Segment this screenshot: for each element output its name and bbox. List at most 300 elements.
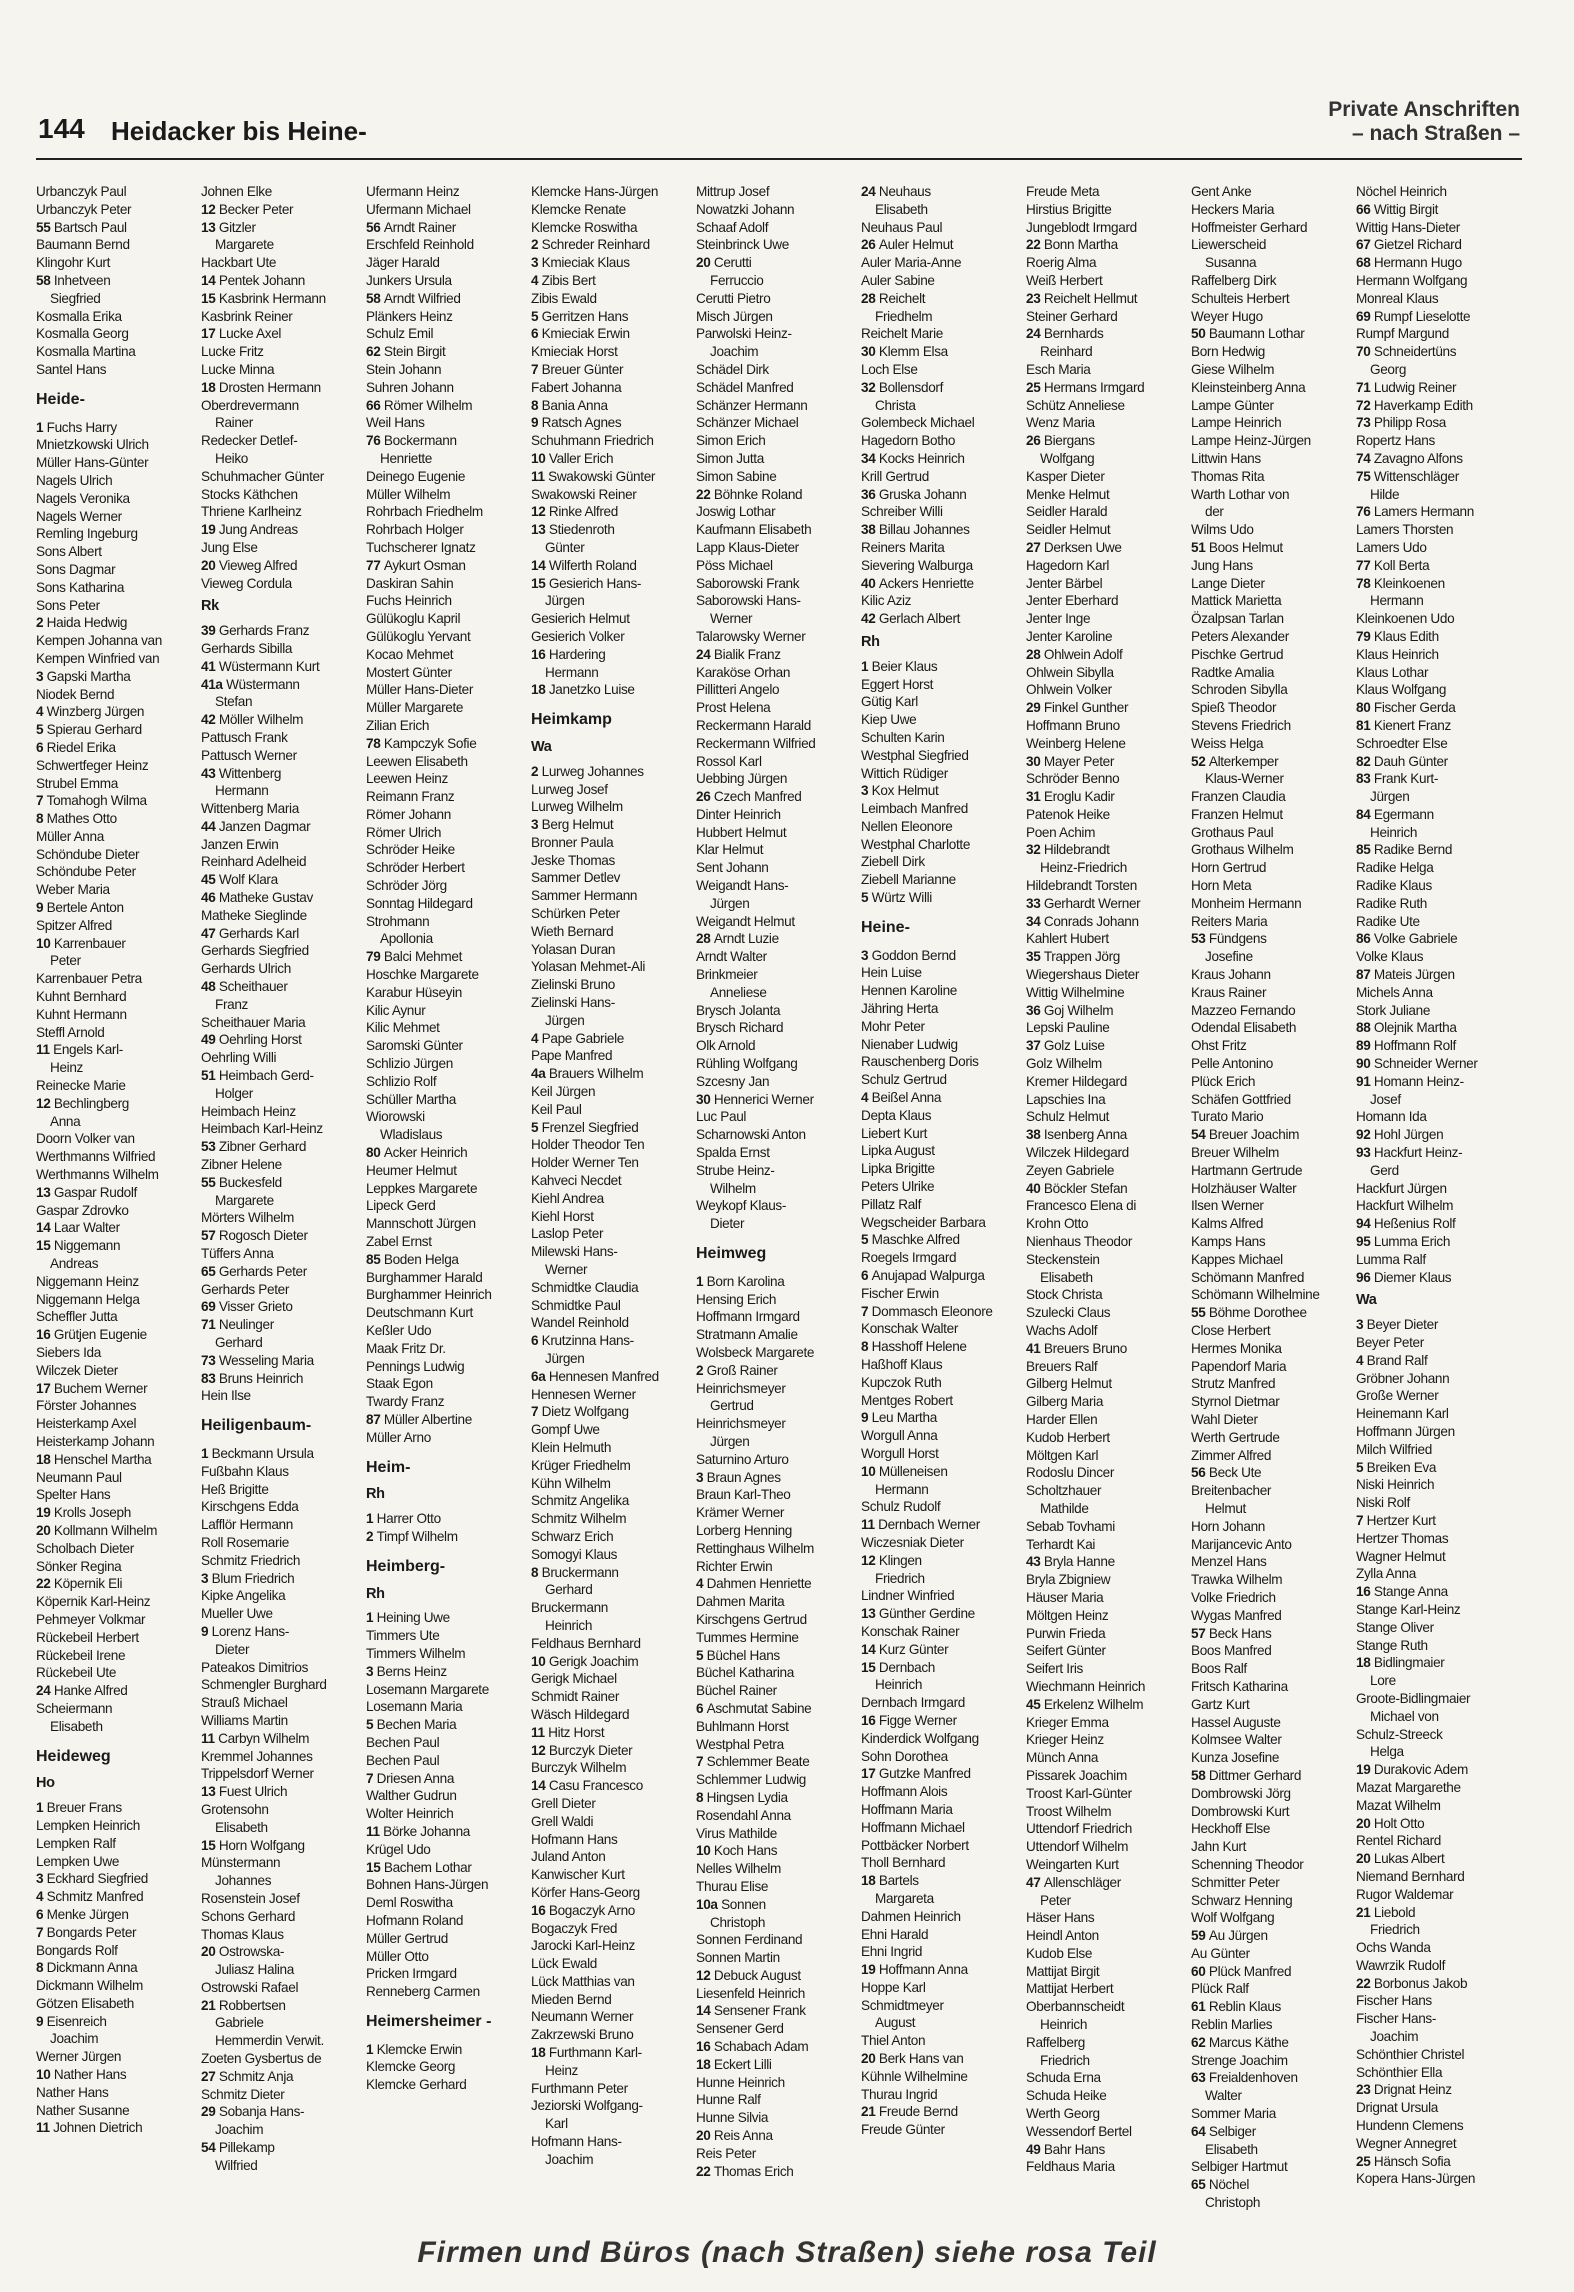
- house-number: 36: [861, 486, 879, 502]
- street-heading: Heine-: [861, 918, 910, 936]
- resident-entry: [366, 219, 528, 237]
- entry-continuation: Georg: [1370, 361, 1407, 377]
- resident-entry: [36, 1504, 198, 1522]
- resident-entry: Doorn Volker van: [36, 1131, 135, 1147]
- page-title: Heidacker bis Heine-: [111, 116, 367, 146]
- resident-entry: Hackfurt Wilhelm: [1356, 1198, 1454, 1214]
- resident-entry: [696, 1647, 858, 1665]
- resident-entry: [861, 450, 1023, 468]
- resident-entry: Krieger Heinz: [1026, 1732, 1104, 1748]
- resident-entry: Jenter Bärbel: [1026, 575, 1103, 591]
- resident-name: Bialik Franz: [713, 646, 781, 662]
- house-number: 6: [696, 1700, 707, 1716]
- resident-entry: Hoffmann Irmgard: [696, 1309, 800, 1325]
- resident-entry: [531, 681, 693, 699]
- house-number: 28: [696, 931, 714, 947]
- resident-entry: Franzen Claudia: [1191, 789, 1286, 805]
- entry-continuation: Siegfried: [50, 290, 101, 306]
- resident-entry: [36, 1906, 198, 1924]
- resident-entry: Nagels Veronika: [36, 490, 130, 506]
- resident-entry: [696, 646, 858, 664]
- entry-continuation: Susanna: [1205, 255, 1257, 271]
- resident-entry: [1356, 1850, 1518, 1868]
- house-number: 11: [531, 1724, 549, 1740]
- resident-name: Wüstermann: [226, 676, 300, 692]
- resident-entry: [531, 646, 693, 664]
- entry-continuation: Wilfried: [215, 2157, 258, 2173]
- resident-name: Heining Uwe: [376, 1610, 450, 1626]
- resident-name: Koch Hans: [713, 1843, 778, 1859]
- resident-name: Ratsch Agnes: [541, 415, 622, 431]
- house-number: 13: [861, 1606, 879, 1622]
- resident-entry: Michels Anna: [1356, 984, 1433, 1000]
- resident-entry: [1026, 379, 1188, 397]
- resident-entry: [1356, 966, 1518, 984]
- resident-name: Henschel Martha: [53, 1451, 152, 1467]
- resident-entry: Schmitz Friedrich: [201, 1552, 301, 1568]
- resident-entry: [36, 703, 198, 721]
- resident-name: Burczyk Dieter: [548, 1742, 633, 1758]
- resident-entry: [1026, 2141, 1188, 2159]
- house-number: 44: [201, 818, 219, 834]
- resident-name: Riedel Erika: [46, 739, 116, 755]
- resident-entry: Lurweg Wilhelm: [531, 799, 623, 815]
- resident-entry: Schroden Sibylla: [1191, 682, 1288, 698]
- resident-entry: [861, 1961, 1023, 1979]
- resident-entry: [366, 557, 528, 575]
- resident-entry: Heinrichsmeyer: [696, 1380, 786, 1396]
- resident-entry: Heckers Maria: [1191, 201, 1275, 217]
- resident-entry: Heimbach Karl-Heinz: [201, 1121, 323, 1137]
- resident-entry: [201, 2068, 363, 2086]
- resident-entry: Feldhaus Maria: [1026, 2159, 1115, 2175]
- house-number: 4: [1356, 1352, 1367, 1368]
- resident-entry: Simon Erich: [696, 433, 766, 449]
- resident-entry: Menzel Hans: [1191, 1554, 1267, 1570]
- resident-entry: Kudob Herbert: [1026, 1429, 1110, 1445]
- house-number: 18: [201, 379, 219, 395]
- house-number: 93: [1356, 1145, 1374, 1161]
- resident-name: Bachem Lothar: [383, 1859, 472, 1875]
- resident-entry: Wandel Reinhold: [531, 1315, 629, 1331]
- resident-entry: [696, 254, 858, 272]
- resident-entry: Junkers Ursula: [366, 272, 452, 288]
- entry-continuation: Friedrich: [1040, 2052, 1090, 2068]
- resident-entry: Hunne Silvia: [696, 2110, 769, 2126]
- house-number: 5: [531, 1119, 542, 1135]
- house-number: 7: [36, 793, 47, 809]
- resident-entry: [531, 1564, 693, 1582]
- house-number: 78: [1356, 575, 1374, 591]
- resident-name: Kocks Heinrich: [878, 450, 965, 466]
- resident-entry: Kühn Wilhelm: [531, 1475, 611, 1491]
- resident-entry: Patenok Heike: [1026, 806, 1110, 822]
- entry-continuation: Heinrich: [1370, 824, 1418, 840]
- resident-entry: Klein Helmuth: [531, 1439, 612, 1455]
- house-number: 26: [1026, 433, 1044, 449]
- resident-entry: Kiehl Horst: [531, 1208, 594, 1224]
- resident-entry: Schwertfeger Heinz: [36, 757, 149, 773]
- resident-entry: [1356, 414, 1518, 432]
- resident-entry: Krüger Friedhelm: [531, 1457, 631, 1473]
- house-number: 52: [1191, 753, 1209, 769]
- house-number: 3: [201, 1570, 212, 1586]
- resident-entry: Virus Mathilde: [696, 1825, 777, 1841]
- house-number: 9: [201, 1623, 212, 1639]
- resident-entry: Schänzer Michael: [696, 415, 799, 431]
- resident-entry: [531, 1902, 693, 1920]
- resident-entry: Scholtzhauer: [1026, 1483, 1102, 1499]
- resident-entry: [36, 1326, 198, 1344]
- resident-entry: [1356, 1144, 1518, 1162]
- resident-entry: Schädel Manfred: [696, 379, 794, 395]
- resident-entry: [201, 1570, 363, 1588]
- entry-continuation: der: [1205, 504, 1224, 520]
- resident-entry: Wittenberg Maria: [201, 801, 299, 817]
- resident-entry: Milewski Hans-: [531, 1244, 618, 1260]
- resident-entry: [1356, 450, 1518, 468]
- resident-entry: [531, 1119, 693, 1137]
- resident-name: Gaspar Rudolf: [53, 1184, 137, 1200]
- resident-name: Zibis Bert: [541, 272, 596, 288]
- resident-entry: Kempen Winfried van: [36, 650, 160, 666]
- resident-entry: Fischer Hans: [1356, 1993, 1432, 2009]
- resident-entry: Joswig Lothar: [696, 504, 776, 520]
- resident-entry: Monreal Klaus: [1356, 290, 1439, 306]
- resident-entry: Ehni Ingrid: [861, 1944, 923, 1960]
- resident-entry: [1356, 557, 1518, 575]
- resident-entry: [201, 1227, 363, 1245]
- house-number: 89: [1356, 1038, 1374, 1054]
- resident-entry: Körfer Hans-Georg: [531, 1884, 640, 1900]
- house-number: 79: [1356, 628, 1374, 644]
- entry-continuation: Helga: [1370, 1744, 1404, 1760]
- house-number: 65: [1191, 2177, 1209, 2193]
- house-number: 5: [861, 890, 872, 906]
- resident-entry: [201, 1783, 363, 1801]
- resident-entry: [201, 1370, 363, 1388]
- resident-entry: Gülükoglu Kapril: [366, 611, 461, 627]
- resident-name: Baumann Lothar: [1208, 326, 1305, 342]
- house-number: 15: [531, 575, 549, 591]
- resident-name: Maschke Alfred: [871, 1232, 960, 1248]
- house-number: 14: [531, 557, 549, 573]
- house-number: 20: [861, 2051, 879, 2067]
- resident-entry: [201, 1031, 363, 1049]
- resident-name: Holt Otto: [1373, 1815, 1425, 1831]
- resident-entry: Lipka Brigitte: [861, 1161, 935, 1177]
- resident-entry: [201, 1067, 363, 1085]
- house-number: 57: [201, 1228, 219, 1244]
- resident-entry: [531, 468, 693, 486]
- resident-entry: Hackfurt Jürgen: [1356, 1180, 1447, 1196]
- entry-continuation: Klaus-Werner: [1205, 771, 1284, 787]
- resident-name: Beck Ute: [1208, 1465, 1262, 1481]
- resident-entry: Mazat Wilhelm: [1356, 1797, 1441, 1813]
- resident-entry: Terhardt Kai: [1026, 1536, 1096, 1552]
- entry-continuation: Gerhard: [215, 1335, 263, 1350]
- resident-entry: [1191, 930, 1353, 948]
- entry-continuation: Joachim: [1370, 2029, 1419, 2045]
- resident-entry: Kudob Else: [1026, 1945, 1093, 1961]
- resident-entry: Jenter Karoline: [1026, 628, 1113, 644]
- resident-entry: [36, 614, 198, 632]
- resident-entry: Sent Johann: [696, 860, 769, 876]
- resident-name: Rogosch Dieter: [218, 1228, 308, 1244]
- resident-entry: Grell Waldi: [531, 1813, 594, 1829]
- resident-entry: Kosmalla Erika: [36, 308, 122, 324]
- entry-continuation: Hermann: [215, 783, 269, 799]
- resident-entry: Hartmann Gertrude: [1191, 1162, 1303, 1178]
- resident-entry: Schröder Jörg: [366, 878, 447, 894]
- resident-entry: Wegscheider Barbara: [861, 1214, 986, 1230]
- house-number: 50: [1191, 326, 1209, 342]
- resident-entry: Mittrup Josef: [696, 184, 770, 199]
- resident-entry: Kopera Hans-Jürgen: [1356, 2171, 1476, 2187]
- resident-entry: Szulecki Claus: [1026, 1305, 1111, 1321]
- resident-name: Bogaczyk Arno: [548, 1902, 635, 1918]
- resident-entry: Kanwischer Kurt: [531, 1867, 625, 1883]
- house-number: 26: [861, 237, 879, 253]
- resident-entry: [1356, 1761, 1518, 1779]
- house-number: 40: [861, 575, 879, 591]
- house-number: 13: [531, 522, 549, 538]
- resident-entry: Schürken Peter: [531, 906, 620, 922]
- house-number: 7: [1356, 1512, 1367, 1528]
- resident-entry: [861, 290, 1023, 308]
- house-number: 5: [531, 308, 542, 324]
- resident-entry: [1191, 753, 1353, 771]
- resident-entry: Odendal Elisabeth: [1191, 1020, 1297, 1036]
- resident-entry: Worgull Anna: [861, 1428, 938, 1444]
- entry-continuation: Juliasz Halina: [215, 1962, 294, 1978]
- resident-entry: [1356, 1583, 1518, 1601]
- house-number: 16: [531, 646, 549, 662]
- resident-name: Bonn Martha: [1043, 237, 1118, 253]
- resident-name: Breuer Frans: [46, 1800, 122, 1816]
- resident-entry: Santel Hans: [36, 361, 107, 377]
- house-number: 49: [201, 1032, 219, 1048]
- resident-entry: Lipka August: [861, 1143, 935, 1159]
- resident-entry: Zeyen Gabriele: [1026, 1162, 1115, 1178]
- resident-entry: [1356, 308, 1518, 326]
- resident-entry: Raffelberg Dirk: [1191, 272, 1277, 288]
- house-number: 1: [696, 1273, 707, 1289]
- resident-name: Neuhaus: [878, 184, 931, 199]
- resident-entry: [1356, 930, 1518, 948]
- house-number: 60: [1191, 1963, 1209, 1979]
- resident-entry: Schulz Rudolf: [861, 1499, 941, 1515]
- house-number: 41a: [201, 676, 227, 692]
- resident-entry: Lepski Pauline: [1026, 1020, 1110, 1036]
- entry-continuation: Heiko: [215, 450, 249, 466]
- resident-name: Lucke Axel: [218, 326, 282, 342]
- resident-name: Wittenschläger: [1373, 468, 1459, 484]
- house-number: 11: [201, 1730, 219, 1746]
- district-code: Rh: [366, 1486, 385, 1503]
- resident-entry: Jung Else: [201, 539, 258, 555]
- resident-name: Frank Kurt-: [1373, 771, 1438, 787]
- house-number: 14: [201, 272, 219, 288]
- resident-entry: Krill Gertrud: [861, 468, 929, 484]
- resident-entry: Zibis Ewald: [531, 290, 597, 306]
- resident-entry: Wygas Manfred: [1191, 1607, 1282, 1623]
- resident-entry: Matheke Sieglinde: [201, 907, 307, 923]
- resident-entry: Sönker Regina: [36, 1558, 122, 1574]
- resident-name: Fündgens: [1208, 931, 1267, 947]
- house-number: 5: [696, 1647, 707, 1663]
- resident-name: Gerigk Joachim: [548, 1653, 639, 1669]
- resident-entry: Kirschgens Gertrud: [696, 1611, 807, 1627]
- resident-entry: Haßhoff Klaus: [861, 1357, 943, 1372]
- resident-name: Harrer Otto: [376, 1511, 441, 1527]
- resident-entry: Büchel Katharina: [696, 1665, 794, 1681]
- resident-name: Freude Bernd: [878, 2104, 958, 2120]
- resident-entry: Ziebell Marianne: [861, 872, 956, 888]
- resident-entry: Breuer Wilhelm: [1191, 1145, 1280, 1161]
- resident-entry: Weigandt Hans-: [696, 878, 789, 894]
- resident-entry: Gerhards Peter: [201, 1281, 290, 1297]
- resident-entry: Gartz Kurt: [1191, 1696, 1250, 1712]
- resident-entry: Sons Albert: [36, 544, 102, 560]
- resident-entry: Peters Alexander: [1191, 628, 1289, 644]
- resident-name: Matheke Gustav: [218, 890, 313, 906]
- resident-entry: [1356, 1815, 1518, 1833]
- resident-name: Gutzke Manfred: [878, 1766, 971, 1782]
- resident-entry: Mazzeo Fernando: [1191, 1002, 1296, 1018]
- resident-name: Stein Birgit: [383, 344, 446, 360]
- resident-name: Durakovic Adem: [1373, 1762, 1468, 1778]
- resident-entry: [366, 343, 528, 361]
- resident-entry: Seidler Harald: [1026, 504, 1108, 520]
- entry-continuation: Hermann: [1370, 593, 1424, 609]
- house-number: 7: [366, 1770, 377, 1786]
- resident-entry: [366, 1859, 528, 1877]
- resident-entry: Sohn Dorothea: [861, 1748, 948, 1764]
- resident-entry: Close Herbert: [1191, 1323, 1271, 1338]
- resident-entry: Mueller Uwe: [201, 1606, 273, 1622]
- resident-name: Köpernik Eli: [53, 1576, 123, 1592]
- resident-entry: Dahmen Heinrich: [861, 1908, 961, 1924]
- resident-entry: [366, 2041, 528, 2059]
- resident-entry: Römer Ulrich: [366, 824, 442, 840]
- resident-entry: Ohlwein Volker: [1026, 682, 1112, 698]
- resident-entry: Lück Ewald: [531, 1956, 598, 1972]
- house-number: 20: [696, 255, 714, 271]
- resident-entry: [696, 1362, 858, 1380]
- resident-name: Dernbach Werner: [878, 1517, 980, 1533]
- resident-name: Hanke Alfred: [53, 1683, 128, 1699]
- resident-entry: Klaus Wolfgang: [1356, 682, 1447, 698]
- resident-entry: [861, 1231, 1023, 1249]
- resident-name: Bania Anna: [541, 397, 608, 413]
- entry-continuation: Heinz: [50, 1060, 84, 1076]
- resident-name: Lumma Erich: [1373, 1234, 1451, 1250]
- house-number: 54: [1191, 1127, 1209, 1143]
- resident-entry: [696, 1091, 858, 1109]
- resident-entry: Tholl Bernhard: [861, 1855, 946, 1871]
- resident-entry: Pennings Ludwig: [366, 1358, 465, 1374]
- resident-entry: Gompf Uwe: [531, 1422, 600, 1438]
- resident-name: Hennerici Werner: [713, 1091, 814, 1107]
- resident-entry: [1356, 503, 1518, 521]
- resident-entry: Schmitz Angelika: [531, 1493, 629, 1509]
- resident-entry: [1026, 753, 1188, 771]
- resident-name: Trappen Jörg: [1043, 949, 1121, 965]
- resident-entry: Weil Hans: [366, 415, 425, 431]
- resident-name: Borbonus Jakob: [1373, 1975, 1468, 1991]
- resident-entry: Heindl Anton: [1026, 1928, 1099, 1944]
- resident-name: Becker Peter: [218, 201, 294, 217]
- resident-entry: Sonnen Martin: [696, 1950, 780, 1966]
- house-number: 9: [36, 900, 47, 916]
- resident-entry: Thurau Ingrid: [861, 2086, 938, 2102]
- resident-name: Isenberg Anna: [1043, 1127, 1127, 1143]
- house-number: 4: [861, 1090, 872, 1106]
- resident-entry: Krohn Otto: [1026, 1216, 1089, 1232]
- resident-name: Jung Andreas: [218, 522, 298, 538]
- resident-name: Vieweg Alfred: [218, 557, 298, 573]
- resident-entry: [861, 521, 1023, 539]
- resident-name: Hitz Horst: [548, 1724, 605, 1740]
- resident-entry: Ilsen Werner: [1191, 1198, 1264, 1214]
- resident-entry: Rettinghaus Wilhelm: [696, 1540, 815, 1556]
- entry-continuation: Anna: [50, 1113, 81, 1129]
- resident-entry: Strutz Manfred: [1191, 1376, 1276, 1392]
- resident-name: Visser Grieto: [218, 1299, 293, 1315]
- entry-continuation: Andreas: [50, 1256, 99, 1272]
- resident-entry: Wenz Maria: [1026, 415, 1095, 431]
- resident-entry: Wäsch Hildegard: [531, 1706, 630, 1722]
- resident-entry: Styrnol Dietmar: [1191, 1394, 1280, 1410]
- resident-entry: Szcesny Jan: [696, 1073, 770, 1089]
- resident-entry: Leimbach Manfred: [861, 801, 968, 817]
- resident-entry: Buhlmann Horst: [696, 1718, 789, 1734]
- resident-entry: [531, 763, 693, 781]
- house-number: 76: [1356, 504, 1374, 520]
- house-number: 20: [1356, 1851, 1374, 1867]
- resident-entry: [201, 871, 363, 889]
- house-number: 77: [1356, 557, 1374, 573]
- resident-entry: Zielinski Hans-: [531, 995, 615, 1011]
- resident-entry: Gaspar Zdrovko: [36, 1202, 129, 1218]
- resident-entry: Steckenstein: [1026, 1251, 1100, 1267]
- resident-entry: [1191, 1927, 1353, 1945]
- resident-entry: [1026, 325, 1188, 343]
- resident-entry: Au Günter: [1191, 1945, 1250, 1961]
- resident-name: Liebold: [1373, 1904, 1416, 1920]
- resident-entry: Fabert Johanna: [531, 379, 622, 395]
- resident-name: Debuck August: [713, 1967, 801, 1983]
- resident-entry: Kleinsteinberg Anna: [1191, 379, 1306, 395]
- house-number: 17: [36, 1380, 54, 1396]
- entry-continuation: Anneliese: [710, 984, 767, 1000]
- resident-entry: [1356, 1459, 1518, 1477]
- house-number: 8: [531, 397, 542, 413]
- house-number: 8: [861, 1339, 872, 1355]
- resident-name: Bongards Peter: [46, 1924, 137, 1940]
- resident-entry: Breuers Ralf: [1026, 1358, 1098, 1374]
- resident-entry: [696, 930, 858, 948]
- resident-entry: Lampe Günter: [1191, 397, 1274, 413]
- house-number: 20: [201, 1944, 219, 1960]
- resident-entry: Lampe Heinrich: [1191, 415, 1282, 431]
- resident-name: Conrads Johann: [1043, 913, 1139, 929]
- resident-entry: Lafflör Hermann: [201, 1517, 293, 1533]
- resident-name: Haverkamp Edith: [1373, 397, 1473, 413]
- resident-name: Römer Wilhelm: [383, 397, 473, 413]
- resident-name: Ludwig Reiner: [1373, 379, 1457, 395]
